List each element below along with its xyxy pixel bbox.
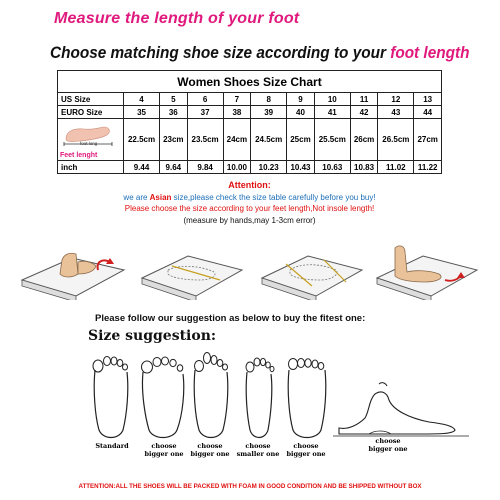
foot-wide-icon (137, 350, 189, 442)
measure-step-1-illustration (12, 240, 132, 300)
table-cell: 9.44 (124, 161, 160, 174)
table-cell: 9.64 (160, 161, 188, 174)
table-cell: 22.5cm (124, 119, 160, 161)
table-row-inch (58, 161, 442, 174)
table-cell: 36 (160, 106, 188, 119)
table-cell: 24.5cm (251, 119, 287, 161)
caption-line2: bigger one (144, 449, 184, 458)
caption-line1: choose (245, 442, 271, 450)
foot-caption-narrow (233, 443, 283, 458)
row-label-inch: inch (58, 161, 124, 174)
attention-line-asian-b: size,please check the size table carefully before you buy! (171, 192, 376, 202)
table-cell: 10.23 (251, 161, 287, 174)
caption-line1: choose (293, 442, 319, 450)
table-cell: 10 (314, 93, 350, 106)
table-cell: 10.00 (223, 161, 251, 174)
table-cell: 25.5cm (314, 119, 350, 161)
table-cell: 11 (350, 93, 378, 106)
headline-choose-size-prefix: Choose matching shoe size according to your (50, 44, 391, 62)
shipping-attention-note: ATTENTION:ALL THE SHOES WILL BE PACKED WITH FOAM IN GOOD CONDITION AND BE SHIPPED WITHOUT BOX (78, 483, 422, 490)
headline-choose-size (50, 44, 469, 63)
table-cell: 4 (124, 93, 160, 106)
table-cell: 9 (287, 93, 315, 106)
row-label-foot-length: Feet lenght (60, 152, 98, 159)
table-cell: 11.02 (378, 161, 414, 174)
table-cell: 25cm (287, 119, 315, 161)
table-cell: 26.5cm (378, 119, 414, 161)
caption-line1: choose (197, 442, 223, 450)
attention-asian-word: Asian (149, 192, 172, 202)
foot-caption-high-arch (363, 438, 413, 453)
table-cell: 40 (287, 106, 315, 119)
table-cell: 13 (414, 93, 442, 106)
measure-steps (0, 240, 500, 300)
caption-line2: bigger one (190, 449, 230, 458)
table-cell: 38 (223, 106, 251, 119)
caption-line1: Standard (95, 442, 129, 450)
chart-title: Women Shoes Size Chart (58, 71, 442, 93)
caption-line2: bigger one (286, 449, 326, 458)
table-cell: 44 (414, 106, 442, 119)
table-cell: 12 (378, 93, 414, 106)
table-row-euro (58, 106, 442, 119)
row-label-euro: EURO Size (58, 106, 124, 119)
table-cell: 35 (124, 106, 160, 119)
foot-caption-square (281, 443, 331, 458)
caption-line1: choose (375, 437, 401, 445)
table-cell: 10.63 (314, 161, 350, 174)
caption-line2: bigger one (368, 444, 408, 453)
size-table (57, 70, 442, 174)
table-cell: 9.84 (187, 161, 223, 174)
table-cell: 39 (251, 106, 287, 119)
table-cell: 27cm (414, 119, 442, 161)
table-cell: 10.43 (287, 161, 315, 174)
foot-long-small-label: foot long (80, 141, 98, 146)
table-cell: 37 (187, 106, 223, 119)
foot-caption-long-toe (185, 443, 235, 458)
attention-line-asian-a: we are (123, 192, 150, 202)
caption-line2: smaller one (236, 449, 280, 458)
foot-long-toe-icon (185, 350, 237, 442)
feet-shapes-row (85, 350, 485, 460)
table-cell: 7 (223, 93, 251, 106)
table-title-row (58, 71, 442, 93)
size-suggestion-heading: Size suggestion: (88, 328, 217, 344)
table-row-us (58, 93, 442, 106)
foot-caption-standard (87, 443, 137, 451)
foot-square-icon (281, 350, 333, 442)
headline-measure-foot: Measure the length of your foot (54, 10, 300, 27)
table-cell: 41 (314, 106, 350, 119)
caption-line1: choose (151, 442, 177, 450)
foot-high-arch-icon (329, 380, 479, 442)
headline-choose-size-highlight: foot length (390, 44, 470, 62)
attention-line-error: (measure by hands,may 1-3cm error) (183, 215, 316, 225)
table-cell: 6 (187, 93, 223, 106)
row-label-us: US Size (58, 93, 124, 106)
attention-line-feet-length: Please choose the size according to your feet length,Not insole length! (124, 204, 375, 213)
measure-step-3-illustration (250, 240, 370, 300)
table-row-foot-length (58, 119, 442, 161)
table-cell: 42 (350, 106, 378, 119)
attention-box (57, 180, 442, 226)
measure-step-4-illustration (365, 240, 485, 300)
measure-step-2-illustration (130, 240, 250, 300)
attention-line-asian (57, 192, 442, 204)
table-cell: 10.83 (350, 161, 378, 174)
table-cell: 24cm (223, 119, 251, 161)
attention-title: Attention: (228, 180, 271, 190)
foot-caption-wide (139, 443, 189, 458)
table-cell: 11.22 (414, 161, 442, 174)
table-cell: 23.5cm (187, 119, 223, 161)
table-cell: 43 (378, 106, 414, 119)
size-chart (57, 70, 442, 174)
foot-standard-icon (85, 350, 137, 442)
foot-length-label-cell (58, 119, 124, 161)
table-cell: 8 (251, 93, 287, 106)
table-cell: 23cm (160, 119, 188, 161)
table-cell: 5 (160, 93, 188, 106)
table-cell: 26cm (350, 119, 378, 161)
foot-narrow-icon (233, 350, 285, 442)
suggestion-instruction: Please follow our suggestion as below to buy the fitest one: (95, 313, 366, 324)
